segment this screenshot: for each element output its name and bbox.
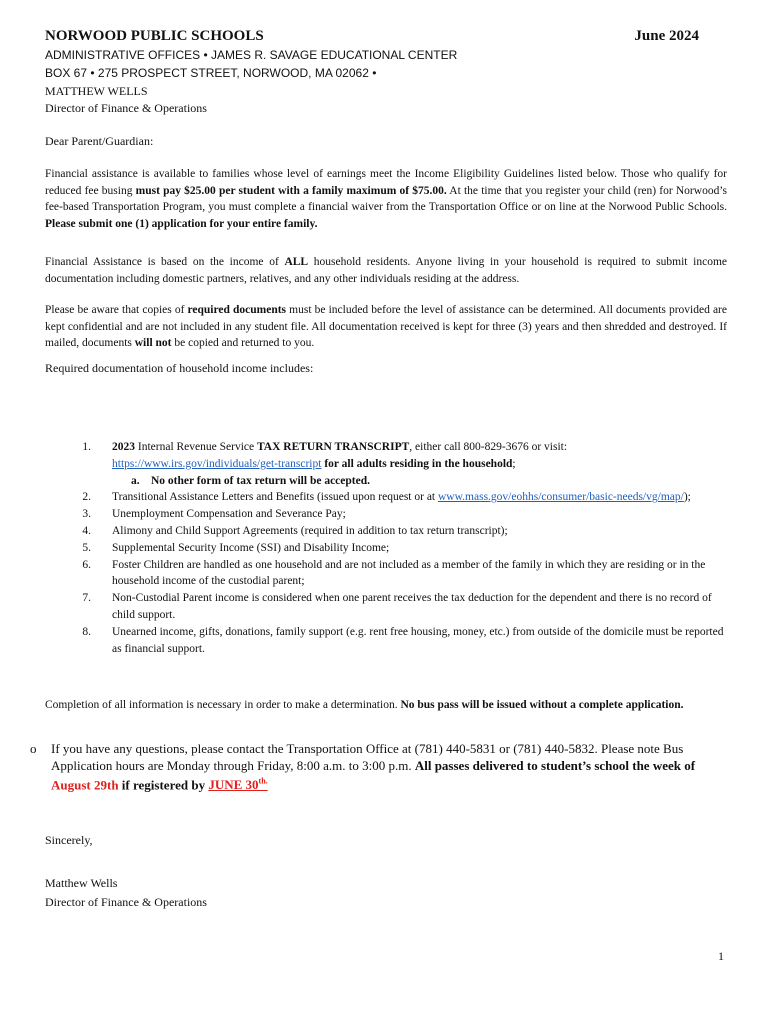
irs-transcript-link[interactable]: https://www.irs.gov/individuals/get-transcript — [112, 457, 322, 470]
closing: Sincerely, — [45, 833, 93, 847]
list-number: 1. — [82, 441, 91, 453]
completion-notice: Completion of all information is necessary in order to make a determination. No bus pass will be issued without a complete application. — [45, 699, 684, 711]
list-item: 7. Non-Custodial Parent income is considered when one parent receives the tax deduction for the dependent and there is no record of child support. — [82, 592, 712, 621]
school-name: NORWOOD PUBLIC SCHOOLS — [45, 28, 264, 44]
signer-name: Matthew Wells — [45, 876, 118, 890]
list-item: 8. Unearned income, gifts, donations, family support (e.g. rent free housing, money, etc.) from outside of the domicile must be reported as financial support. — [82, 625, 724, 655]
address-line-1: ADMINISTRATIVE OFFICES • JAMES R. SAVAGE EDUCATIONAL CENTER — [45, 48, 458, 62]
paragraph-documents: Please be aware that copies of required documents must be included before the level of assistance can be determined. All documents provided are kept confidential and are not included in any student file. All documentation received is kept for three (3) years and then shredded and destroyed. If mailed, documents will not be copied and returned to you. — [45, 304, 727, 349]
list-item: 6. Foster Children are handled as one household and are not included as a member of the family in which they are residing or in the household income of the custodial parent; — [82, 558, 706, 588]
sub-list-item: a. No other form of tax return will be accepted. — [131, 474, 370, 487]
required-documents-list — [45, 439, 725, 657]
header-title: Director of Finance & Operations — [45, 101, 207, 115]
registration-deadline: JUNE $30^{th.}$ — [208, 777, 268, 793]
signer-title: Director of Finance & Operations — [45, 895, 207, 909]
list-item: 1. 2023 Internal Revenue Service TAX RETURN TRANSCRIPT, either call 800-829-3676 or visit: https://www.irs.gov/individuals/get-transcript for all adults residing in the household; — [45, 439, 725, 473]
required-intro: Required documentation of household income includes: — [45, 361, 314, 375]
list-item: 2. Transitional Assistance Letters and Benefits (issued upon request or at www.mass.gov/eohhs/consumer/basic-needs/vg/map/); — [82, 491, 691, 504]
salutation: Dear Parent/Guardian: — [45, 134, 154, 148]
list-item: 4. Alimony and Child Support Agreements (required in addition to tax return transcript); — [82, 524, 508, 537]
list-item: 5. Supplemental Security Income (SSI) and Disability Income; — [82, 541, 390, 554]
paragraph-household: Financial Assistance is based on the income of ALL household residents. Anyone living in your household is required to submit income documentation including domestic partners, relatives, and any other individuals residing at the address. — [45, 256, 727, 285]
mass-gov-link[interactable]: www.mass.gov/eohhs/consumer/basic-needs/vg/map/ — [438, 491, 684, 504]
list-item: 3. Unemployment Compensation and Severance Pay; — [82, 508, 346, 521]
bullet-marker: o — [30, 741, 37, 756]
header-name: MATTHEW WELLS — [45, 84, 148, 98]
paragraph-fees: Financial assistance is available to families whose level of earnings meet the Income Eligibility Guidelines listed below. Those who qualify for reduced fee busing must pay $25.00 per student with a family maximum of $75.00. At the time that you register your child (ren) for Norwood’s fee-based Transportation Program, you must complete a financial waiver from the Transportation Office or on line at the Norwood Public Schools. Please submit one (1) application for your entire family. — [45, 168, 727, 230]
pickup-date: August 29th — [51, 777, 119, 793]
page-number: 1 — [718, 949, 724, 963]
address-line-2: BOX 67 • 275 PROSPECT STREET, NORWOOD, MA 02062 • — [45, 66, 377, 80]
questions-bullet: o If you have any questions, please contact the Transportation Office at (781) 440-5831 or (781) 440-5832. Please note Bus Application hours are Monday through Friday, 8:00 a.m. to 3:00 p.m. All passes delivered to student’s school the week of August 29th if registered by JUNE $30^{th.}$ — [30, 741, 696, 793]
letter-date: June 2024 — [634, 28, 699, 44]
